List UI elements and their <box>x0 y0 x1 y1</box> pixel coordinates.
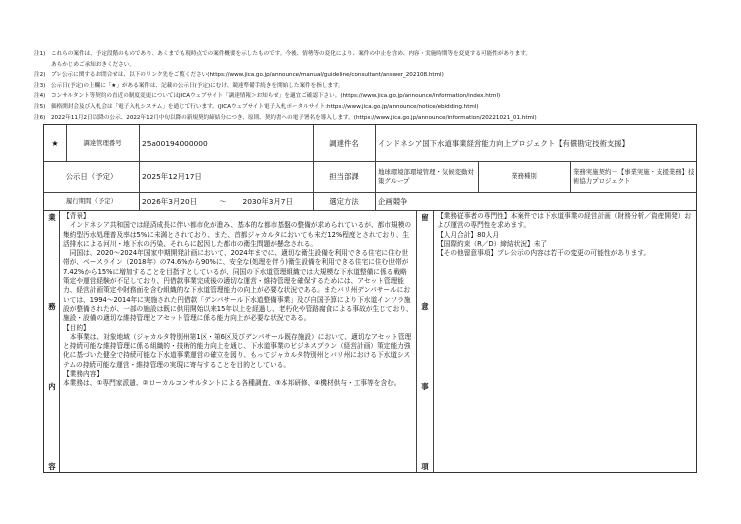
dept-label: 担当部課 <box>329 172 359 181</box>
note-number: 注3) <box>34 82 46 89</box>
purpose-heading: 【目的】 <box>63 323 90 332</box>
business-content <box>60 211 416 390</box>
period-label: 履行期間（予定） <box>65 196 118 205</box>
dept-value: 地球環境部環境管理・気候変動対策グループ <box>378 167 474 185</box>
remarks-label-3: 事 <box>421 382 429 391</box>
note-text: これらの案件は、予定段階のものであり、あくまでも現時点での案件概要を示したものです。今後、情勢等の変化により、案件の中止を含め、内容・実施時期等を変更する可能性があります。 <box>51 51 531 57</box>
note-text: 公示日(予定)の上欄に「★」がある案件は、記載の公示日(予定)にむけ、競達準備手続きを開始した案件を指します。 <box>51 82 344 89</box>
background-paragraph-1: インドネシア共和国では経済成長に伴い都市化が進み、基本的な都市基盤の整備が求められているが、都市規模の集約型汚水処理普及率は5%に未満とされており、また、首都ジャカルタにおいても未だ12%程度とされており、生活排水による河川・地下水の汚染、それらに起因した都市の衛生問題が懸念される。 <box>63 221 412 248</box>
content-label-3: 内 <box>48 382 56 391</box>
purpose-paragraph: 本事業は、対象地域（ジャカルタ特別州第1区・第6区及びデンパサール既存施設）において、適切なアセット管理と持続可能な維持管理に係る組織的・技術的能力向上を通じ、下水道事業のビジネスプラン（経営計画）策定能力強化に基づいた健全で持続可能な下水道事業運営の確立を図り、もってジャカルタ特別州とバリ州における下水道システムの持続可能な運営・維持管理の実現に寄与することを目的としている。 <box>63 332 412 369</box>
star-marker: ★ <box>51 138 59 148</box>
remarks-label-4: 項 <box>421 462 429 471</box>
period-separator: ～ <box>219 196 227 206</box>
method-label: 選定方法 <box>329 196 359 206</box>
content-label-4: 容 <box>48 462 56 471</box>
remarks-label-1: 留 <box>421 213 429 222</box>
note-text: 価格開封会及び入札会は「電子入札システム」を通じて行います。(JICAウェブサイト電子入札ポータルサイト:https://www.jica.go.jp/announce/notice/ebidding.html) <box>51 103 479 110</box>
note-5 <box>34 102 734 113</box>
project-table <box>43 124 697 473</box>
period-end: 2030年3月7日 <box>242 196 293 206</box>
title-label: 調達件名 <box>329 138 359 148</box>
remarks-other: 【その他留意事項】プレ公示の内容は若干の変更の可能性があります。 <box>437 249 651 258</box>
notes-section <box>34 49 734 123</box>
project-title: インドネシア国下水道事業経営能力向上プロジェクト【有償勘定技術支援】 <box>378 138 630 148</box>
note-number: 注1) <box>34 51 46 57</box>
content-label-2: 務 <box>48 302 56 311</box>
note-number: 注5) <box>34 103 46 110</box>
procurement-no-label: 調達管理番号 <box>83 138 122 147</box>
type-value: 業務実施契約－【事業実施・支援業務】技術協力プロジェクト <box>573 167 695 185</box>
note-3 <box>34 81 734 92</box>
announce-date-label: 公示日（予定） <box>65 172 118 181</box>
type-label: 業務種別 <box>511 172 537 180</box>
note-text: 2022年11月2日以降の公示、2022年12月中旬以降の新規契約締結分につき、原則、契約書への電子署名を導入します。(https://www.jica.go.jp/announce/information/20221021_01.html) <box>51 114 537 121</box>
method-value: 企画競争 <box>378 196 408 206</box>
remarks-man-months: 【人月合計】80人月 <box>437 230 500 239</box>
tasks-heading: 【業務内容】 <box>63 370 104 379</box>
remarks-expertise: 【業務従事者の専門性】本案件では下水道事業の経営計画（財務分析／資産開発）および運営の専門性を求めます。 <box>437 212 692 230</box>
procurement-no-value: 25a00194000000 <box>142 138 208 148</box>
period-value <box>139 192 313 210</box>
note-2 <box>34 70 734 81</box>
content-label-1: 業 <box>48 213 56 222</box>
tasks-paragraph: 本業務は、①専門家派遣、②ローカルコンサルタントによる各種調査、③本邦研修、④機材供与・工事等を含む。 <box>63 379 401 388</box>
note-number: 注2) <box>34 72 46 79</box>
announce-date-value: 2025年12月17日 <box>142 172 202 181</box>
note-number: 注4) <box>34 93 46 100</box>
col-divider <box>416 210 417 472</box>
remarks-rd-status: 【国際約束（R／D）締結状況】未了 <box>437 239 548 248</box>
note-1 <box>34 49 734 60</box>
period-start: 2026年3月20日 <box>142 196 198 206</box>
background-paragraph-2: 同国は、2020～2024年国家中期開発計画において、2024年までに、適切な衛生設備を利用できる住宅に住む世帯が、ベースライン（2018年）の74.6%から90%に、安全な(処理を伴う)衛生設備を利用できる住宅に住む世帯が7.42%から15%に増加することを目指すとしているが、同国の下水道管理組織では大規模な下水道整備に係る戦略策定や運営経験が不足しており、円借款事業完成後の適切な運営・維持管理を確保するためには、アセット管理能力、経営計画策定や財務面を含む組織的な下水道管理能力の向上が必要な状況である。またバリ州デンパサールにおいては、1994～2014年に実施された円借款「デンパサール下水道整備事業」及び自国予算により下水道インフラ施設が整備されたが、一部の施設は既に供用開始以来15年以上を経過し、老朽化や管路腐食による事故が生じており、施設・設備の適切な維持管理とアセット管理に係る能力向上が必要な状況である。 <box>63 249 413 323</box>
note-6 <box>34 113 734 124</box>
remarks-content <box>434 211 696 259</box>
background-heading: 【背景】 <box>63 212 90 220</box>
note-4 <box>34 91 734 102</box>
note-text: プレ公示に関するお問合せは、以下のリンク先をご覧ください(https://www.jica.go.jp/announce/manual/guideline/consultant/answer_202108.html) <box>51 72 444 79</box>
note-number: 注6) <box>34 114 46 121</box>
note-1-continuation: あらかじめご承知おきください。 <box>51 61 135 68</box>
remarks-label-2: 意 <box>421 302 429 311</box>
note-text: コンサルタント等契約の直近の制度変更についてはJICAウェブサイト「調達情報＞お知らせ」を適宜ご確認下さい。(https://www.jica.go.jp/announce/information/index.html) <box>51 93 501 100</box>
